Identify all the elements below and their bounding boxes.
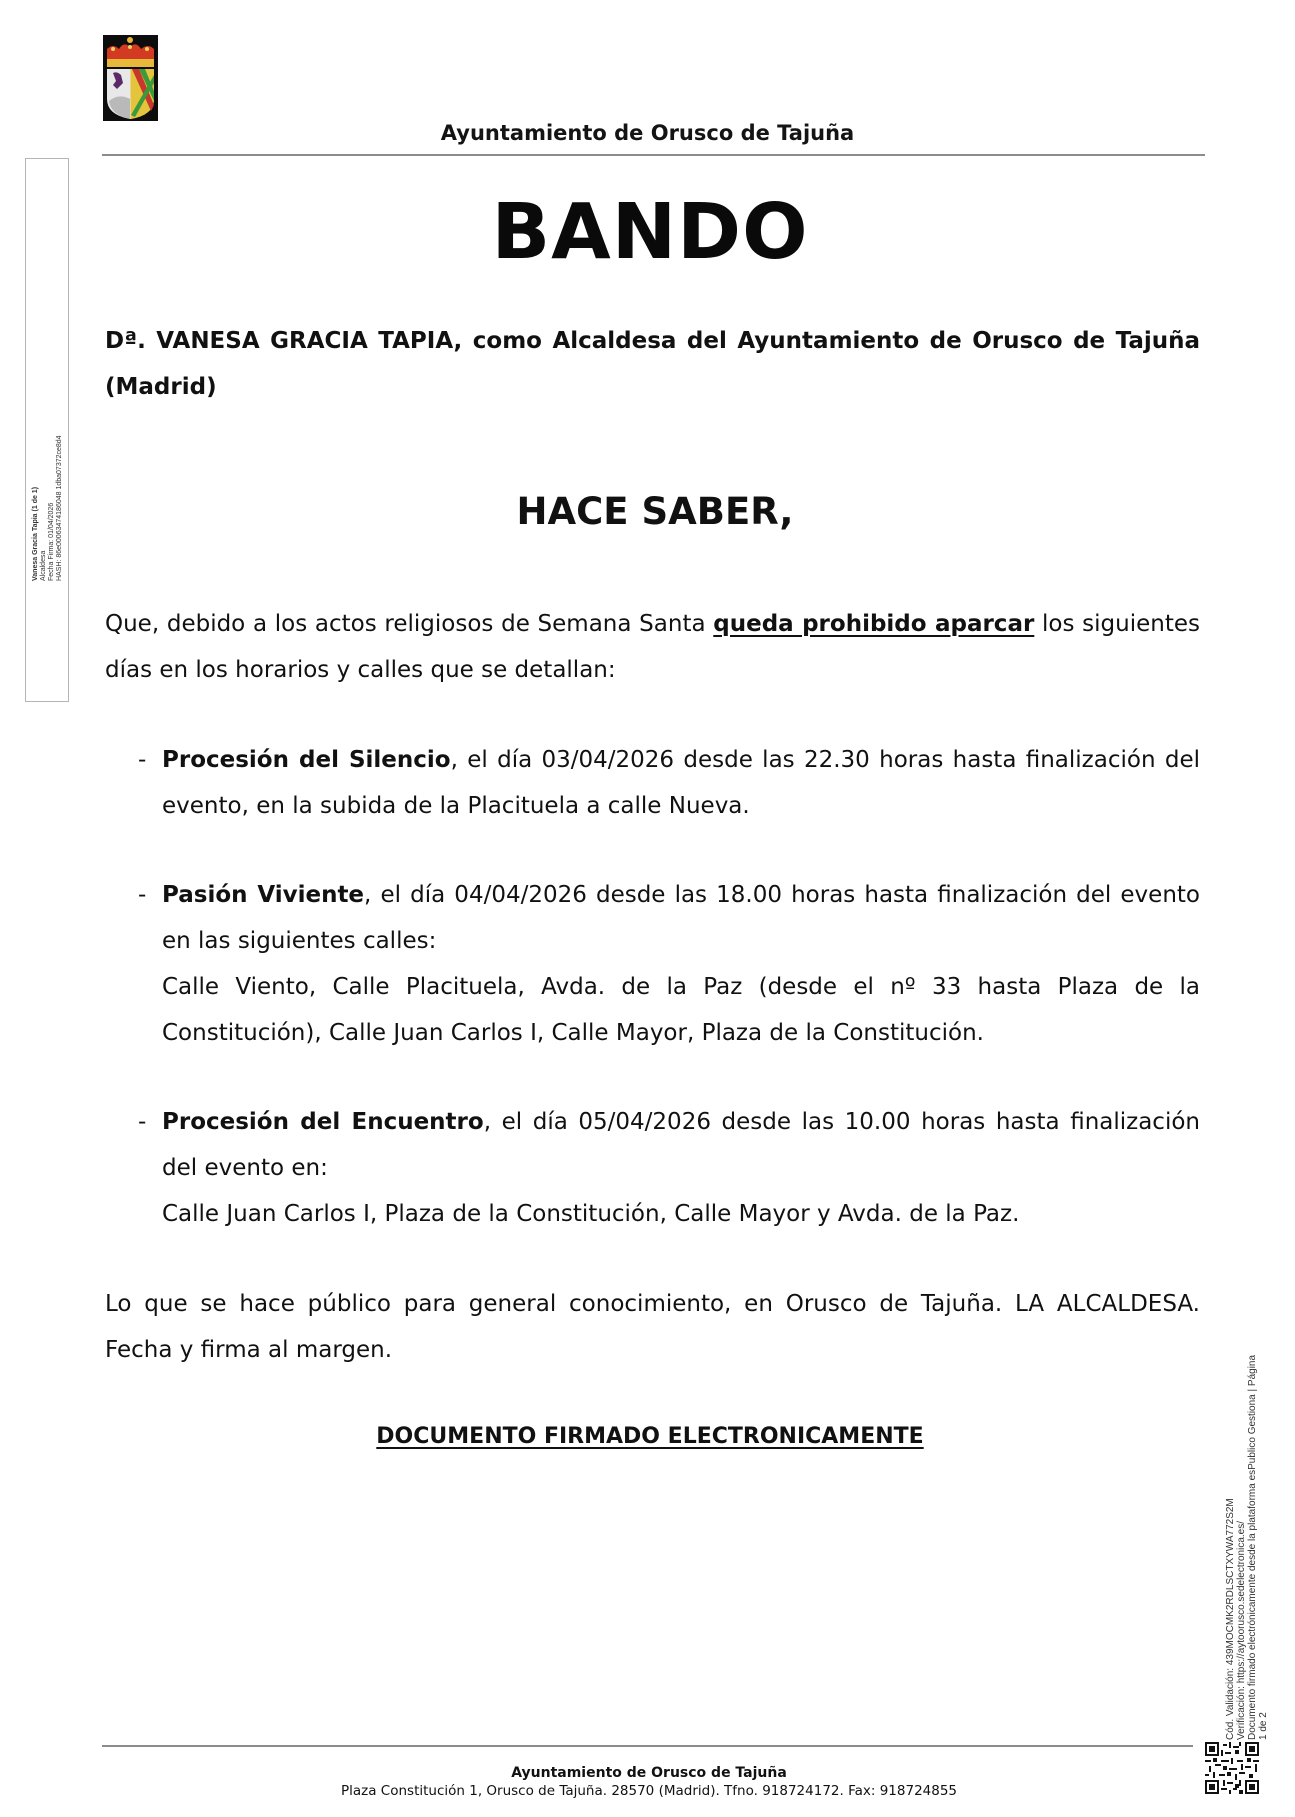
main-paragraph-end: los siguientes días en los horarios y calles que se detallan: [105, 611, 1200, 683]
list-dash: - [138, 747, 147, 773]
footer-divider [102, 1745, 1193, 1747]
list-item-body [162, 872, 1200, 1056]
event-details: , el día 04/04/2026 desde las 18.00 horas hasta finalización del evento en las siguientes calles: [162, 882, 1200, 954]
validation-code: Cód. Validación: 439MOCMK2RDLSCTXYWA772S2M [1225, 1498, 1236, 1740]
header-title: Ayuntamiento de Orusco de Tajuña [440, 121, 855, 145]
main-paragraph [105, 601, 1200, 693]
event-details: , el día 05/04/2026 desde las 10.00 horas hasta finalización del evento en: [162, 1109, 1200, 1181]
electronic-signature-text: DOCUMENTO FIRMADO ELECTRONICAMENTE [376, 1424, 924, 1449]
footer-title: Ayuntamiento de Orusco de Tajuña [511, 1765, 787, 1781]
list-item-body [162, 1099, 1200, 1237]
verification-url: Verificación: https://aytoorusco.sedelectronica.es/ [1236, 1520, 1247, 1740]
main-paragraph-start: Que, debido a los actos religiosos de Semana Santa [105, 611, 714, 637]
coat-of-arms-icon [103, 35, 158, 121]
proclamation-heading: HACE SABER, [516, 490, 794, 533]
signer-role: Alcaldesa [40, 550, 47, 581]
list-dash: - [138, 1109, 147, 1135]
list-item-body [162, 737, 1200, 829]
document-title: BANDO [491, 188, 809, 277]
event-streets: Calle Juan Carlos I, Plaza de la Constitución, Calle Mayor y Avda. de la Paz. [162, 1201, 1020, 1227]
header-divider [102, 154, 1205, 156]
event-name: Pasión Viviente [162, 882, 365, 908]
signer-name: Vanesa Gracia Tapia (1 de 1) [32, 486, 39, 581]
validation-margin-text [1225, 1350, 1269, 1740]
list-dash: - [138, 882, 147, 908]
intro-paragraph: Dª. VANESA GRACIA TAPIA, como Alcaldesa del Ayuntamiento de Orusco de Tajuña (Madrid) [105, 328, 1200, 400]
municipal-coat-of-arms-logo [103, 35, 158, 121]
event-streets: Calle Viento, Calle Placituela, Avda. de la Paz (desde el nº 33 hasta Plaza de la Constitución), Calle Juan Carlos I, Calle Mayor, Plaza de la Constitución. [162, 974, 1200, 1046]
footer-address: Plaza Constitución 1, Orusco de Tajuña. 28570 (Madrid). Tfno. 918724172. Fax: 918724855 [340, 1783, 958, 1799]
signature-platform-notice: Documento firmado electrónicamente desde la plataforma esPublico Gestiona | Página 1 de 2 [1247, 1354, 1269, 1740]
electronic-signature-notice [0, 1424, 1295, 1449]
event-details: , el día 03/04/2026 desde las 22.30 horas hasta finalización del evento, en la subida de la Placituela a calle Nueva. [162, 747, 1200, 819]
closing-paragraph: Lo que se hace público para general conocimiento, en Orusco de Tajuña. LA ALCALDESA. Fecha y firma al margen. [105, 1291, 1200, 1363]
event-name: Procesión del Encuentro [162, 1109, 484, 1135]
parking-prohibited-emphasis: queda prohibido aparcar [713, 611, 1035, 637]
signature-hash: HASH: 86e00063474186048 1dba07372ce8d4 [56, 435, 63, 581]
event-name: Procesión del Silencio [162, 747, 451, 773]
signature-date: Fecha Firma: 01/04/2026 [48, 502, 55, 581]
signature-margin-text [32, 381, 64, 581]
